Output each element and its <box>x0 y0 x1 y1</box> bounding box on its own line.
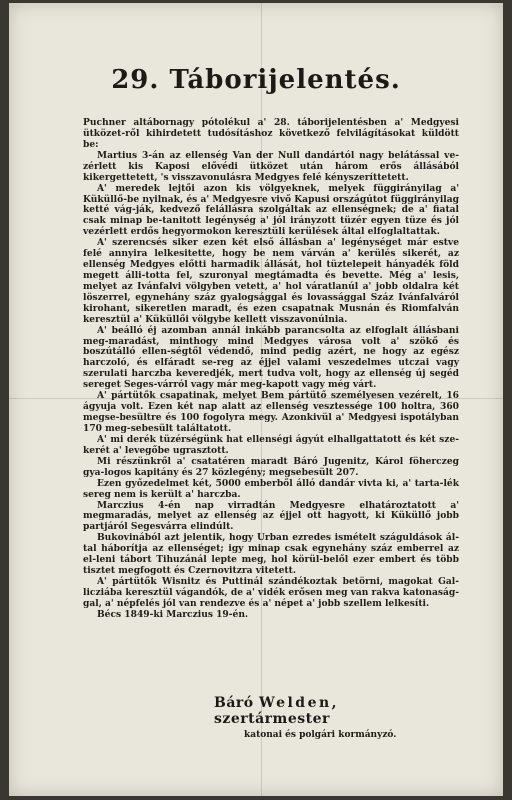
paragraph: A' beálló éj azomban annál inkább parancsolta az elfoglalt állásbani meg-maradást, minthogy mind Medgyes városa volt a' szökő és boszútálló ellen-ségtől védendő, mind pedig azért, ne hogy az egész harczoló, és elfáradt se-reg az éjjel valami veszedelmes utczai vagy szerulati harczba keveredjék, mert tudva volt, hogy az ellenség új segéd sereget Seges-várról vagy már meg-kapott vagy még várt. <box>83 324 459 391</box>
paragraph: Martius 3-án az ellenség Van der Null dandártól nagy belátással ve-zérlett kis Kaposi elővédi ütközet után három erős állásából kikergettetett, 's visszavonulásra Medgyes felé kényszeríttetett. <box>83 149 459 183</box>
signature-surname: Welden, <box>259 695 340 711</box>
signature-role: katonai és polgári kormányzó. <box>244 730 397 740</box>
paragraph: Puchner altábornagy pótolékul a' 28. táborijelentésben a' Medgyesi ütközet-ről kihirdetett tudósításhoz következő felvilágításokat küldött be: <box>83 117 459 150</box>
paragraph: A' meredek lejtői azon kis völgyeknek, melyek függirányilag a' Küküllő-be nyilnak, és a' Medgyesre vivő Kapusi országútot függirányilag ketté vág-ják, kedvező felállásra szolgáltak az ellenségnek; de a' fiatal csak minap be-tanitott legénység a' jól irányzott tüzér egyen tüze és jól vezérlett erdős hegyormokon keresztüli kerülések által elfoglaltattak. <box>83 182 459 238</box>
paragraph: Marczius 4-én nap virradtán Medgyesre elhatároztatott a' megmaradás, melyet az ellenség az éjjel ott hagyott, ki Küküllő jobb partjáról Segesvárra elindúlt. <box>83 499 459 533</box>
paragraph: A' pártütők Wisnitz és Puttinál szándékoztak betörni, magokat Gal-licziába keresztül vágandók, de a' vidék erősen meg van rakva katonaság-gal, a' népfelés jól van rendezve és a' népet a' jobb szellem lelkesíti. <box>83 576 459 609</box>
report-body <box>83 118 459 621</box>
paragraph: A' pártütők csapatinak, melyet Bem pártütő személyesen vezérelt, 16 ágyuja volt. Ezen két nap alatt az ellenség vesztessége 100 holtra, 360 megse-besültre és 100 fogolyra megy. Azonkivül a' Medgyesi ispotályban 170 meg-sebesült találtatott. <box>83 390 459 434</box>
paragraph: Bukovinából azt jelentik, hogy Urban ezredes ismételt száguldások ál-tal háborítja az ellenséget; igy minap csak egynehány száz emberrel az el-leni tábort Tihuzánál lepte meg, hol körül-belől ezer embert és több tisztet megfogott és Czernovitzra vitetett. <box>83 532 459 577</box>
document-title: 29. Táborijelentés. <box>111 65 401 95</box>
paragraph: Mi részünkről a' csatatéren maradt Báró Jugenitz, Károl föherczeg gya-logos kapitány és 27 közlegény; megsebesült 207. <box>83 455 459 478</box>
signature-rank: szertármester <box>214 711 330 727</box>
signature-block <box>214 695 454 740</box>
paragraph: Ezen győzedelmet két, 5000 emberből álló dandár vivta ki, a' tarta-lék sereg nem is került a' harczba. <box>83 477 459 500</box>
signature-title-prefix: Báró <box>214 695 254 711</box>
date-line: Bécs 1849-ki Marczius 19-én. <box>97 608 249 620</box>
paragraph: A' szerencsés siker ezen két első állásban a' legénységet már estve felé annyira lelkesitette, hogy be nem várván a' kerülés sikerét, az ellenség Medgyes előtti harmadik állását, hol tüztelepeit hányadék föld megett álli-totta fel, szuronyal megtámadta és bevette. Még a' lesis, melyet az Ivánfalvi völgyben vetett, a' hol váratlanúl a' jobb oldalra két löszerrel, egynehány száz gyalogsággal és lovassággal Száz Ivánfalváról kirohant, sikeretlen maradt, és ezen csapatnak Musnán és Riomfalván keresztül a' Küküllői völgybe kellett visszavonúlnia. <box>83 237 459 325</box>
paragraph: A' mi derék tüzérségünk hat ellenségi ágyút elhallgattatott és két sze-kerét a' levegőbe ugrasztott. <box>83 433 459 456</box>
document-sheet <box>9 3 503 796</box>
signature-name <box>214 695 454 727</box>
